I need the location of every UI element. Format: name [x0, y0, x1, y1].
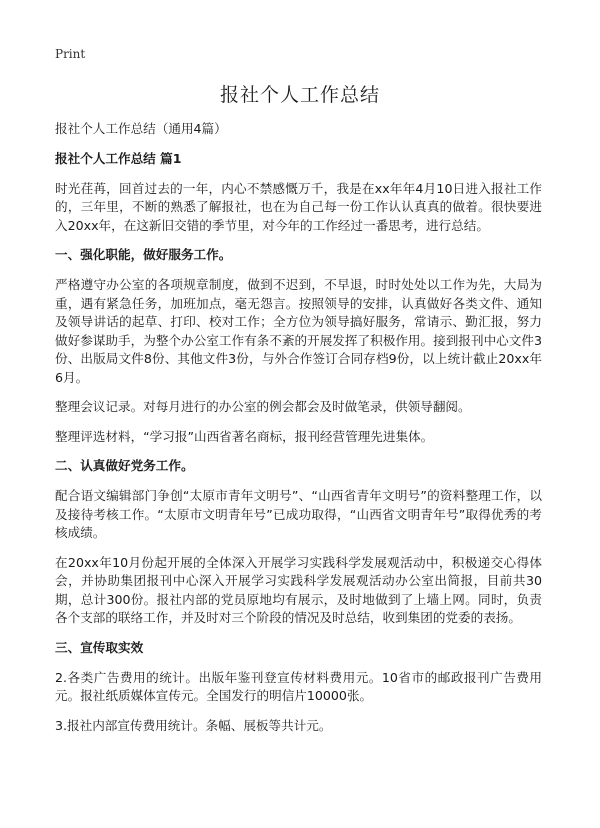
document-title: 报社个人工作总结 — [219, 84, 380, 106]
paragraph-publicity-2: 3.报社内部宣传费用统计。条幅、展板等共计元。 — [55, 717, 332, 733]
document-body — [55, 120, 542, 746]
heading-publicity: 三、宣传取实效 — [55, 639, 144, 655]
heading-party: 二、认真做好党务工作。 — [55, 458, 194, 473]
paragraph-service-1: 严格遵守办公室的各项规章制度，做到不迟到，不早退，时时处处以工作为先，大局为重，遇有紧急任务，加班加点，毫无怨言。按照领导的安排，认真做好各类文件、通知及领导讲话的起草、打印、校对工作；全方位为领导搞好服务，常请示、勤汇报，努力做好参谋助手，为整个办公室工作有条不紊的开展发挥了积极作用。接到报刊中心文件3份、出版局文件8份、其他文件3份，与外合作签订合同存档9份，以上统计截止20xx年6月。 — [55, 277, 542, 385]
paragraph-party-2: 在20xx年10月份起开展的全体深入开展学习实践科学发展观活动中，积极递交心得体会，并协助集团报刊中心深入开展学习实践科学发展观活动办公室出简报，目前共30期，总计300份。报社内部的党员原地均有展示，及时地做到了上墙上网。同时，负责各个支部的联络工作，并及时对三个阶段的情况及时总结，收到集团的党委的表扬。 — [55, 554, 542, 625]
paragraph-service-2: 整理会议记录。对每月进行的办公室的例会都会及时做笔录，供领导翻阅。 — [55, 399, 471, 414]
section-title: 报社个人工作总结 篇1 — [55, 150, 182, 166]
print-link[interactable]: Print — [55, 47, 86, 61]
document-subtitle: 报社个人工作总结（通用4篇） — [55, 121, 227, 136]
paragraph-party-1: 配合语文编辑部门争创“太原市青年文明号”、“山西省青年文明号”的资料整理工作，以及接待考核工作。“太原市文明青年号”已成功取得，“山西省文明青年号”取得优秀的考核成绩。 — [55, 488, 542, 540]
heading-service: 一、强化职能，做好服务工作。 — [55, 247, 232, 262]
paragraph-service-3: 整理评选材料，“学习报”山西省著名商标，报刊经营管理先进集体。 — [55, 428, 434, 444]
paragraph-publicity-1: 2.各类广告费用的统计。出版年鉴刊登宣传材料费用元。10省市的邮政报刊广告费用元。报社纸质媒体宣传元。全国发行的明信片10000张。 — [55, 669, 542, 703]
intro-paragraph: 时光荏苒，回首过去的一年，内心不禁感慨万千，我是在xx年年4月10日进入报社工作的，三年里，不断的熟悉了解报社，也在为自己每一份工作认认真真的做着。很快要进入20xx年，在这新旧交错的季节里，对今年的工作经过一番思考，进行总结。 — [55, 180, 542, 233]
